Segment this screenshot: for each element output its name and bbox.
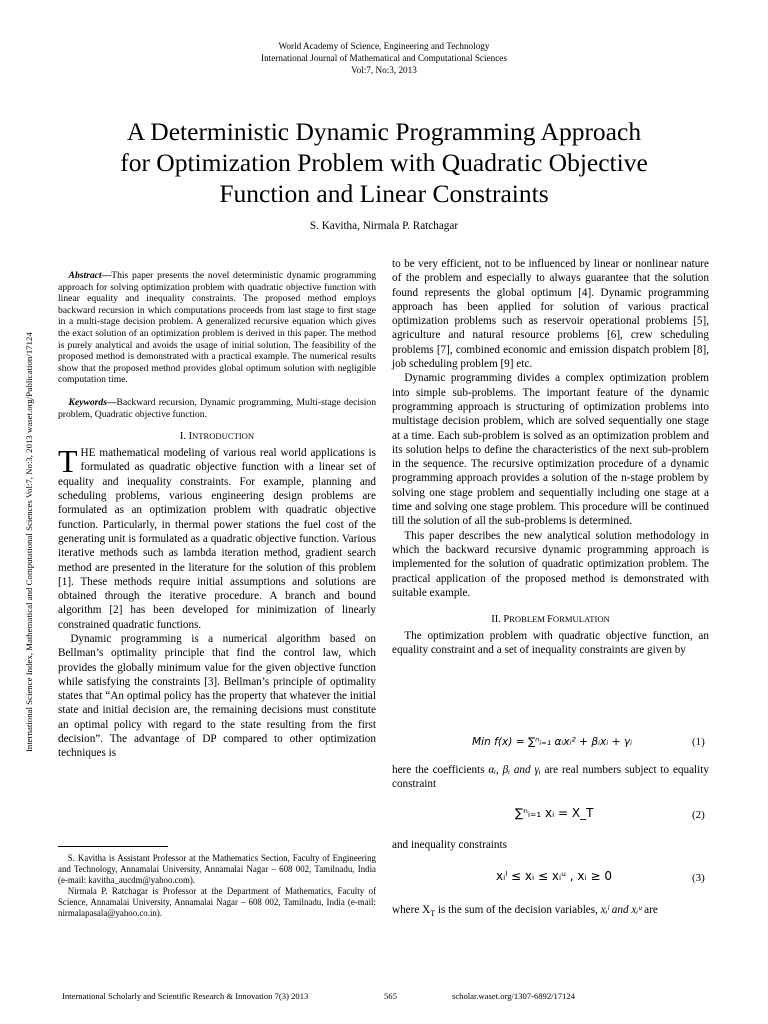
paper-title — [40, 116, 728, 209]
keywords-dash: — — [106, 396, 117, 408]
left-column — [58, 270, 376, 761]
section-heading-introduction: I. INTRODUCTION — [179, 431, 255, 443]
abstract-text: This paper presents the novel deterministic dynamic programming approach for solving optimization problem with quadratic objective function with linear equality and inequality constraints. The proposed method employs backward recursion in which computations proceeds from last stage to first stage in a multi-stage decision problem. A generalized recursive equation which gives the exact solution of an optimization problem is derived in this paper. The method is purely analytical and avoids the usage of initial solution. The feasibility of the proposed method is demonstrated with a practical example. The numerical results show that the proposed method provides global optimum solution with negligible computation time. — [58, 270, 376, 386]
intro-paragraph-2: Dynamic programming is a numerical algorithm based on Bellman’s optimality principle that find the control law, which provides the globally minimum value for the given objective function while satisfying the constraints [3]. Bellman’s principle of optimality states that “An optimal policy has the property that whatever the initial state and initial decision are, the remaining decisions must constitute an optimal policy with regard to the state resulting from the first decision”. The advantage of DP compared to other optimization techniques is — [58, 632, 376, 760]
coefficients-paragraph: here the coefficients αᵢ, βᵢ and γᵢ are real numbers subject to equality constraint — [392, 764, 709, 791]
footnote-2: Nirmala P. Ratchagar is Professor at the Department of Mathematics, Faculty of Science, Annamalai University, Annamalai Nagar – 608 002, Tamilnadu, India (e-mail: nirmalapasala@yahoo.co.in). — [58, 886, 376, 918]
intro-paragraph-1: THE mathematical modeling of various real world applications is formulated as quadratic objective function with a linear set of equality and inequality constraints. For example, planning and scheduling problems, various engineering design problems are formulated as an optimization problem with quadratic objective function. Particularly, in thermal power stations the fuel cost of the generating unit is formulated as a quadratic objective function. Various iterative methods such as lambda iteration method, gradient search method are presented in the literature for the solution of this problem [1]. These methods require initial assumptions and solutions are obtained through the iterative procedure. A branch and bound algorithm [2] has been developed for minimization of linearly constrained quadratic functions. — [58, 443, 376, 631]
right-column — [392, 257, 709, 658]
footnotes — [58, 853, 376, 919]
equation-2-number: (2) — [692, 809, 705, 821]
title-line-3: Function and Linear Constraints — [219, 179, 549, 208]
right-paragraph-1: to be very efficient, not to be influenced by linear or nonlinear nature of the problem and especially to always guarantee that the solution found represents the global optimum [4]. Dynamic programming approach has been applied for solution of various practical optimization problems such as reservoir operational problems [5], agriculture and natural resource problems [6], crew scheduling problems [7], combined economic and emission dispatch problem [8], job scheduling problem [9] etc. — [392, 258, 709, 371]
abstract-dash: — — [101, 270, 112, 281]
equation-3-number: (3) — [692, 872, 705, 884]
journal-header — [0, 40, 768, 76]
equation-1: Min f(x) = ∑ⁿᵢ₌₁ αᵢxᵢ² + βᵢxᵢ + γᵢ — [472, 736, 632, 748]
section-heading-problem-formulation: II. PROBLEM FORMULATION — [491, 614, 610, 626]
abstract-label: Abstract — [68, 270, 102, 281]
keywords — [58, 397, 376, 420]
problem-paragraph: The optimization problem with quadratic objective function, an equality constraint and a set of inequality constraints are given by — [392, 630, 709, 657]
footnote-1: S. Kavitha is Assistant Professor at the Mathematics Section, Faculty of Engineering and Technology, Annamalai University, Annamalai Nagar – 608 002, Tamilnadu, India (e-mail: kavitha_aucdm@yahoo.com). — [58, 853, 376, 885]
right-paragraph-2: Dynamic programming divides a complex optimization problem into simple sub-problems. The important feature of the dynamic programming approach is structuring of optimization problems into multistage decision problem, which are solved sequentially one stage at a time. Each sub-problem is solved as an optimization problem and its solution helps to define the characteristics of the next sub-problem in the sequence. The recursive optimization procedure of a dynamic programming approach provides a solution of the n-stage problem by solving one stage problem and sequentially including one stage at a time and solving one stage problem. This procedure will be continued till the solution of all the sub-problems is determined. — [392, 372, 709, 528]
coefficients-symbols: αᵢ, βᵢ and γᵢ — [488, 764, 541, 776]
drop-cap: T — [58, 443, 78, 480]
right-paragraph-3: This paper describes the new analytical solution methodology in which the backward recursive dynamic programming approach is implemented for the solution of quadratic optimization problem. The practical application of the proposed method is demonstrated with suitable example. — [392, 529, 709, 599]
footer-url[interactable]: scholar.waset.org/1307-6892/17124 — [452, 991, 576, 1001]
header-line-1: World Academy of Science, Engineering and Technology — [278, 41, 490, 51]
abstract — [58, 270, 376, 386]
authors: S. Kavitha, Nirmala P. Ratchagar — [309, 220, 459, 232]
equation-2: ∑ⁿᵢ₌₁ xᵢ = X_T — [515, 806, 594, 820]
keywords-label: Keywords — [68, 396, 107, 408]
header-line-3: Vol:7, No:3, 2013 — [351, 65, 417, 75]
title-line-2: for Optimization Problem with Quadratic Objective — [120, 148, 648, 177]
footnote-rule — [58, 846, 168, 847]
title-line-1: A Deterministic Dynamic Programming Approach — [126, 117, 642, 146]
equation-3: xᵢˡ ≤ xᵢ ≤ xᵢᵘ , xᵢ ≥ 0 — [496, 869, 612, 883]
keywords-text: Backward recursion, Dynamic programming, Multi-stage decision problem, Quadratic objective function. — [58, 396, 376, 420]
footer-citation: International Scholarly and Scientific Research & Innovation 7(3) 2013 — [62, 991, 309, 1001]
inequality-intro: and inequality constraints — [392, 839, 507, 851]
page-number: 565 — [384, 991, 397, 1001]
where-paragraph: where $X_T$ is the sum of the decision variables, xᵢˡ and xᵢᵘ are — [392, 904, 658, 919]
header-line-2: International Journal of Mathematical and Computational Sciences — [261, 53, 507, 63]
bounds-symbols: xᵢˡ and xᵢᵘ — [600, 904, 642, 916]
equation-1-number: (1) — [692, 736, 705, 748]
side-citation: International Science Index, Mathematical and Computational Sciences Vol:7, No:3, 2013 waset.org/Publication/17124 — [24, 332, 34, 752]
